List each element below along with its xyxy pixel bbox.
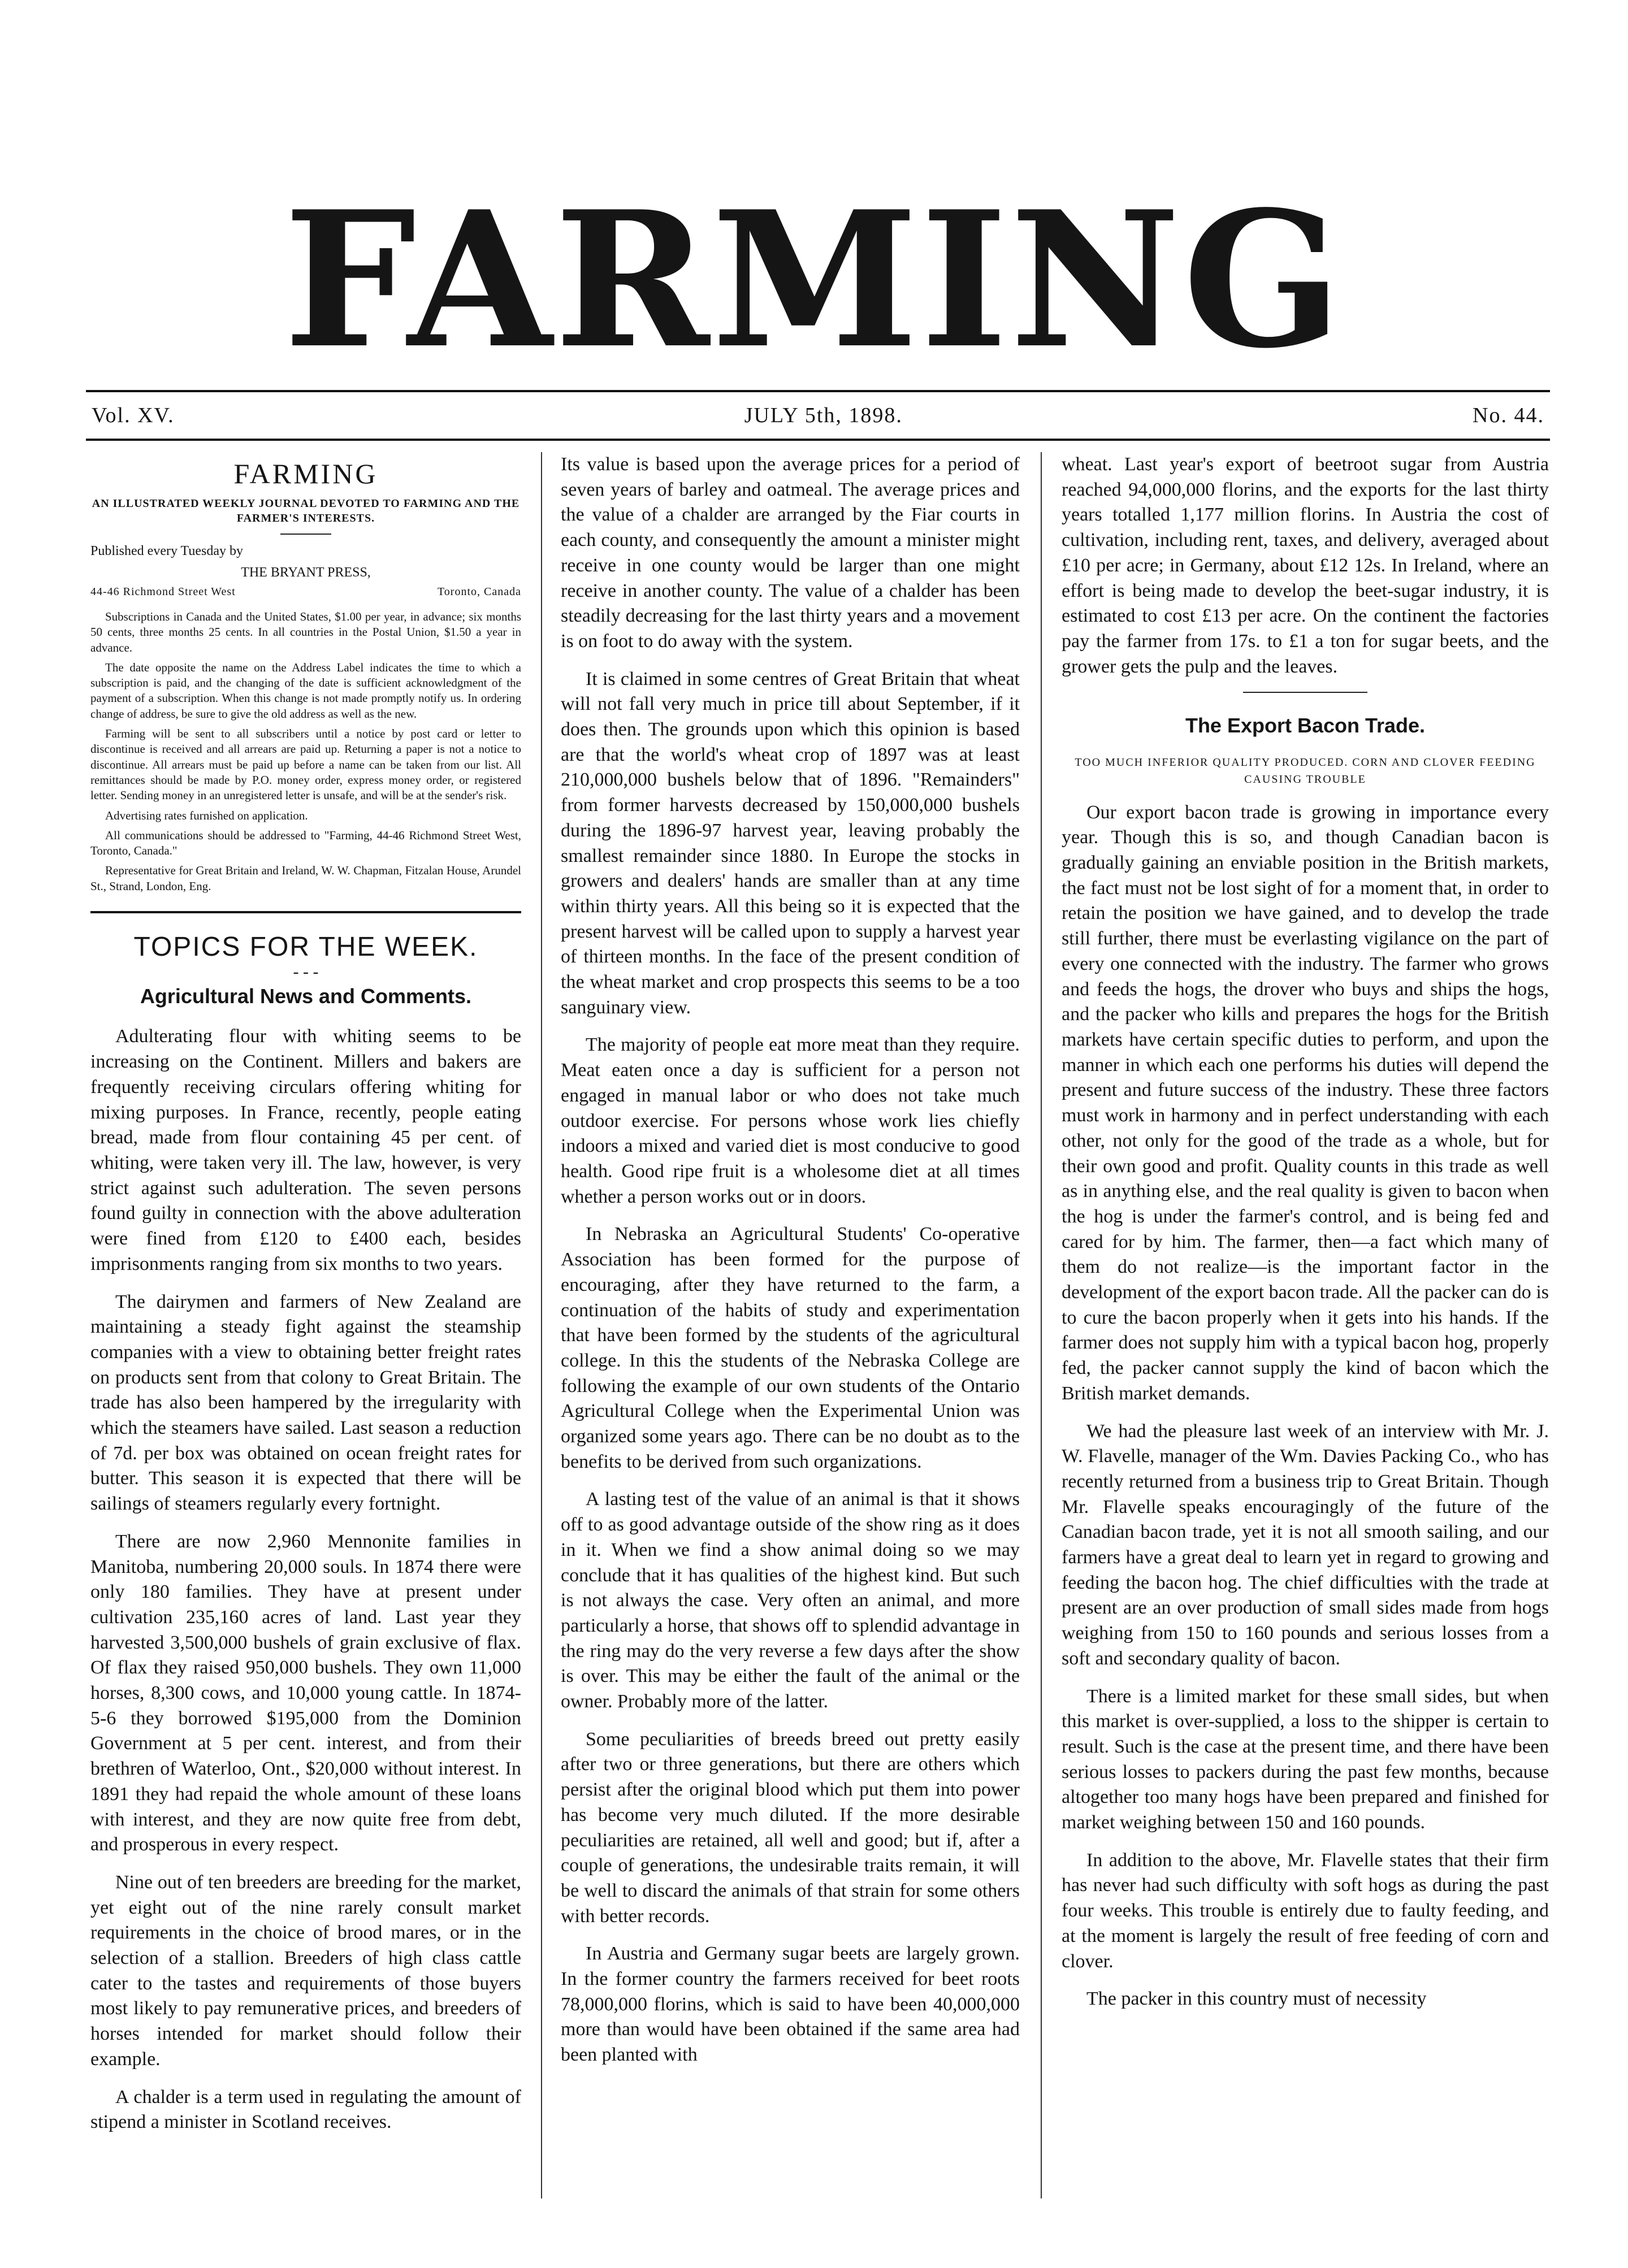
publisher-box-title: FARMING — [233, 458, 378, 489]
volume-label: Vol. XV. — [92, 404, 175, 427]
publisher-box-subtitle: AN ILLUSTRATED WEEKLY JOURNAL DEVOTED TO FARMING AND THE FARMER'S INTERESTS. — [92, 497, 520, 524]
article-breed-peculiarities: Some peculiarities of breeds breed out pretty easily after two or three generations, but there are others which persist after the original blood which put them into power has become very much diluted. If the more desirable peculiarities are retained, all well and good; but if, after a couple of generations, the undesirable traits remain, it will be well to discard the animals of that strain for some others with better records. — [561, 1728, 1020, 1927]
article-sugar-beets-continued: wheat. Last year's export of beetroot sugar from Austria reached 94,000,000 florins, and the exports for the last thirty years totalled 1,177 million florins. In Austria the cost of cultivation, including rent, taxes, and delivery, averaged about £10 per acre; in Germany, about £12 12s. In Ireland, where an effort is being made to develop the beet-sugar industry, it is estimated to cost £13 per acre. On the continent the factories pay the farmer from 17s. to £1 a ton for sugar beets, and the grower gets the pulp and the leaves. — [1062, 454, 1549, 677]
notice-discontinue: Farming will be sent to all subscribers until a notice by post card or letter to discontinue is received and all arrears are paid up. Returning a paper is not a notice to discontinue. All arrears must be paid up before a name can be taken from our list. All remittances should be made by P.O. money order, express money order, or registered letter. Sending money in an unregistered letter is unsafe, and will be at the sender's risk. — [90, 727, 521, 803]
article-wheat-prices: It is claimed in some centres of Great Britain that wheat will not fall very much in price till about September, if it does then. The grounds upon which this opinion is based are that the world's wheat crop of 1897 was at least 210,000,000 bushels below that of 1896. "Remainders" from former harvests decreased by 150,000,000 bushels during the 1896-97 harvest year, leaving probably the smallest remainder since 1880. In Europe the stocks in growers and dealers' hands are smaller than at any time within thirty years. All this being so it is expected that the present harvest will be called upon to supply a harvest year of thirteen months. In the face of the present condition of the wheat market and crop prospects this seems to be a too sanguinary view. — [561, 668, 1020, 1018]
published-by: Published every Tuesday by — [90, 543, 243, 558]
article-chalder: A chalder is a term used in regulating the amount of stipend a minister in Scotland receives. — [90, 2086, 521, 2133]
publisher-box-rule — [280, 534, 331, 535]
bacon-paragraph-1: Our export bacon trade is growing in importance every year. Though this is so, and though Canadian bacon is gradually gaining an enviable position in the British markets, the fact must not be lost sight of for a moment that, in order to retain the position we have gained, and to develop the trade still further, there must be everlasting vigilance on the part of every one connected with the industry. The farmer who grows and feeds the hogs, the drover who buys and ships the hogs, and the packer who kills and prepares the hogs for the British markets have certain specific duties to perform, and upon the manner in which each one performs his duties will depend the present and future success of the industry. These three factors must work in harmony and in perfect understanding with each other, not only for the good of the trade as a whole, but for their own good and profit. Quality counts in this trade as well as in anything else, and the real quality is given to bacon when the hog is under the farmer's control, and is being fed and cared for by him. The farmer, then—a fact which many of them do not realize—is the important factor in the development of the export bacon trade. All the packer can do is to cure the bacon properly when it gets into his hands. If the farmer does not supply him with a typical bacon hog, properly fed, the packer cannot supply the kind of bacon which the British market demands. — [1062, 801, 1549, 1404]
section-rule — [1243, 692, 1367, 693]
article-sugar-beets: In Austria and Germany sugar beets are largely grown. In the former country the farmers received for beet roots 78,000,000 florins, which is said to have been 40,000,000 more than would have been obtained if the same area had been planted with — [561, 1943, 1020, 2066]
publisher-address — [90, 584, 521, 599]
publisher-city: Toronto, Canada — [437, 585, 521, 598]
article-chalder-continued: Its value is based upon the average prices for a period of seven years of barley and oatmeal. The average prices and the value of a chalder are arranged by the Fiar courts in each county, and consequently the amount a minister might receive in one county would be larger than one might receive in another county. The value of a chalder has been steadily decreasing for the last thirty years and a movement is on foot to do away with the system. — [561, 454, 1020, 652]
column-divider-1 — [541, 452, 542, 2198]
bacon-paragraph-2: We had the pleasure last week of an interview with Mr. J. W. Flavelle, manager of the Wm. Davies Packing Co., who has recently returned from a business trip to Great Britain. Though Mr. Flavelle speaks encouragingly of the future of the Canadian bacon trade, yet it is not all smooth sailing, and our farmers have a great deal to learn yet in regard to growing and feeding the bacon hog. The chief difficulties with the trade at present are an over production of small sides made from hogs weighing from 150 to 160 pounds and serious losses from a soft and secondary quality of bacon. — [1062, 1420, 1549, 1669]
issue-date: JULY 5th, 1898. — [744, 404, 903, 427]
notice-representative: Representative for Great Britain and Ireland, W. W. Chapman, Fitzalan House, Arundel St., Strand, London, Eng. — [90, 864, 521, 893]
masthead-rule-top — [86, 390, 1550, 392]
notice-advertising: Advertising rates furnished on application. — [105, 808, 308, 822]
column-2 — [561, 452, 1020, 2245]
article-breeders: Nine out of ten breeders are breeding for the market, yet eight out of the nine rarely consult market requirements in the choice of brood mares, or in the selection of a stallion. Breeders of high class cattle cater to the tastes and requirements of those buyers most likely to pay remunerative prices, and breeders of horses intended for market should follow their example. — [90, 1871, 521, 2070]
bacon-paragraph-4: In addition to the above, Mr. Flavelle states that their firm has never had such difficulty with soft hogs as during the past four weeks. This trouble is entirely due to faulty feeding, and at the moment is largely the result of free feeding of corn and clover. — [1062, 1849, 1549, 1972]
issue-number: No. 44. — [1473, 404, 1544, 427]
bacon-paragraph-3: There is a limited market for these small sides, but when this market is over-supplied, a loss to the shipper is certain to result. Such is the case at the present time, and there have been serious losses to packers during the past few months, because altogether too many hogs have been prepared and finished for market weighing between 150 and 160 pounds. — [1062, 1685, 1549, 1833]
article-meat-diet: The majority of people eat more meat than they require. Meat eaten once a day is sufficient for a person not engaged in manual labor or who does not take much outdoor exercise. For persons whose work lies chiefly indoors a mixed and varied diet is most conducive to good health. Good ripe fruit is a wholesome diet at all times whether a person works out or in doors. — [561, 1034, 1020, 1207]
heading-ornament: - - - — [293, 962, 319, 982]
notice-communications: All communications should be addressed to "Farming, 44-46 Richmond Street West, Toronto, Canada." — [90, 828, 521, 858]
article-new-zealand: The dairymen and farmers of New Zealand are maintaining a steady fight against the steamship companies with a view to obtaining better freight rates on products sent from that colony to Great Britain. The trade has also been hampered by the irregularity with which the steamers have sailed. Last season a reduction of 7d. per box was obtained on ocean freight rates for butter. This season it is expected that there will be sailings of steamers regularly every fortnight. — [90, 1291, 521, 1515]
article-flour-whiting: Adulterating flour with whiting seems to be increasing on the Continent. Millers and bakers are frequently receiving circulars offering whiting for mixing purposes. In France, recently, people eating bread, made from flour containing 45 per cent. of whiting, were taken very ill. The law, however, is very strict against such adulteration. The seven persons found guilty in connection with the above adulteration were fined from £120 to £400 each, besides imprisonments ranging from six months to two years. — [90, 1026, 521, 1274]
masthead-rule-bottom — [86, 439, 1550, 441]
article-show-animal: A lasting test of the value of an animal is that it shows off to as good advantage outside of the show ring as it does in it. When we find a show animal doing so we may conclude that it has qualities of the highest kind. But such is not always the case. Very often an animal, and more particularly a horse, that shows off to splendid advantage in the ring may do the very reverse a few days after the show is over. This may be either the fault of the animal or the owner. Probably more of the latter. — [561, 1489, 1020, 1712]
dateline — [92, 396, 1544, 435]
bacon-heading: The Export Bacon Trade. — [1185, 714, 1426, 738]
notice-address-label: The date opposite the name on the Address Label indicates the time to which a subscription is paid, and the changing of the date is sufficient acknowledgment of the payment of a subscription. When this change is not made promptly notify us. In ordering change of address, be sure to give the old address as well as the new. — [90, 660, 521, 721]
article-mennonites: There are now 2,960 Mennonite families in Manitoba, numbering 20,000 souls. In 1874 there were only 180 families. They have at present under cultivation 235,160 acres of land. Last year they harvested 3,500,000 bushels of grain exclusive of flax. Of flax they raised 950,000 bushels. They own 11,000 horses, 8,300 cows, and 10,000 young cattle. In 1874-5-6 they borrowed $195,000 from the Dominion Government at 5 per cent. interest, and from their brethren of Waterloo, Ont., $20,000 without interest. In 1891 they had repaid the whole amount of these loans with interest, and they are now quite free from debt, and prosperous in every respect. — [90, 1530, 521, 1855]
column-divider-2 — [1041, 452, 1042, 2198]
column-1 — [90, 452, 521, 2245]
article-nebraska-students: In Nebraska an Agricultural Students' Co-operative Association has been formed for the purpose of encouraging, after they have returned to the farm, a continuation of the habits of study and experimentation that have been formed by the students of the agricultural college. In this the students of the Nebraska College are following the example of our own students of the Ontario Agricultural College when the Experimental Union was organized some years ago. There can be no doubt as to the benefits to be derived from such organizations. — [561, 1224, 1020, 1472]
topics-heading: TOPICS FOR THE WEEK. — [90, 911, 521, 965]
topics-subheading: Agricultural News and Comments. — [140, 985, 472, 1008]
bacon-subheading: TOO MUCH INFERIOR QUALITY PRODUCED. CORN AND CLOVER FEEDING CAUSING TROUBLE — [1075, 756, 1536, 786]
column-3 — [1062, 452, 1549, 2245]
publisher-name: THE BRYANT PRESS, — [241, 565, 371, 580]
masthead-title: FARMING — [283, 170, 1345, 389]
publisher-box — [90, 456, 521, 894]
bacon-paragraph-5: The packer in this country must of necessity — [1086, 1988, 1427, 2010]
notice-subscriptions: Subscriptions in Canada and the United States, $1.00 per year, in advance; six months 50 cents, three months 25 cents. In all countries in the Postal Union, $1.50 a year in advance. — [90, 609, 521, 654]
publisher-street: 44-46 Richmond Street West — [90, 585, 236, 598]
